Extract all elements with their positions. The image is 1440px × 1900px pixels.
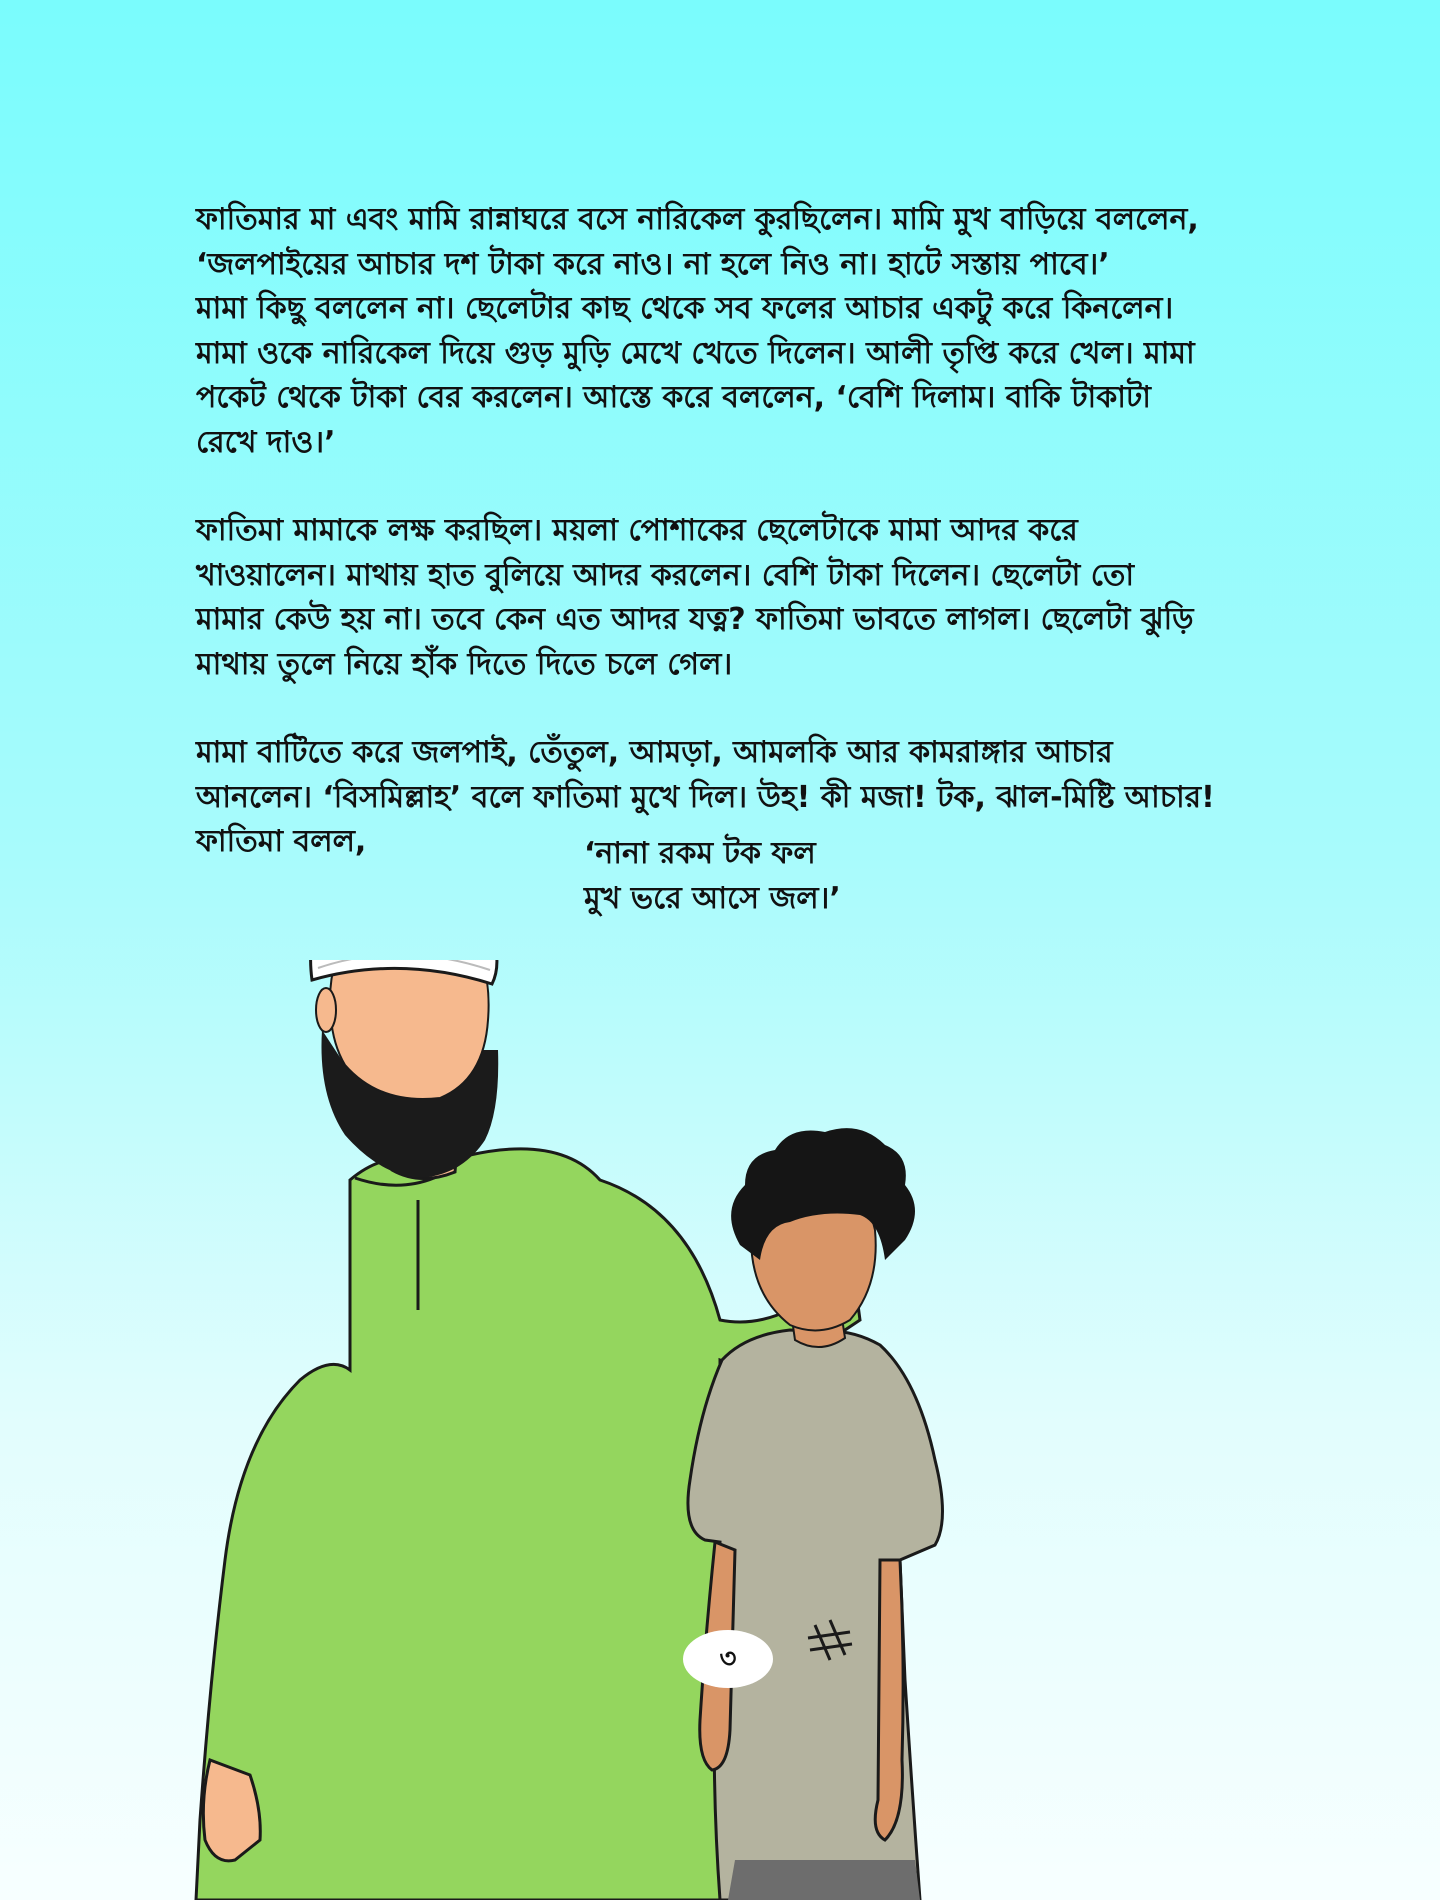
- poem: [584, 832, 841, 921]
- text-line: মামা ওকে নারিকেল দিয়ে গুড় মুড়ি মেখে খেতে দিলেন। আলী তৃপ্তি করে খেল। মামা: [196, 335, 1195, 371]
- text-line: ফাতিমার মা এবং মামি রান্নাঘরে বসে নারিকেল কুরছিলেন। মামি মুখ বাড়িয়ে বললেন,: [196, 202, 1199, 237]
- text-line: মাথায় তুলে নিয়ে হাঁক দিতে দিতে চলে গেল।: [196, 646, 733, 682]
- text-line: ফাতিমা মামাকে লক্ষ করছিল। ময়লা পোশাকের ছেলেটাকে মামা আদর করে: [196, 513, 1078, 548]
- illustration: [0, 960, 1440, 1900]
- text-line: ফাতিমা বলল,: [196, 824, 367, 859]
- paragraph-2: [196, 509, 1252, 687]
- text-line: রেখে দাও।’: [196, 424, 336, 460]
- boy-pants: [728, 1860, 920, 1900]
- boy-right-arm: [875, 1560, 903, 1840]
- poem-line: ‘নানা রকম টক ফল: [584, 836, 816, 871]
- boy-figure: [688, 1128, 943, 1900]
- text-line: মামা বাটিতে করে জলপাই, তেঁতুল, আমড়া, আমলকি আর কামরাঙ্গার আচার: [196, 735, 1113, 770]
- text-line: আনলেন। ‘বিসমিল্লাহ’ বলে ফাতিমা মুখে দিল। উহ! কী মজা! টক, ঝাল-মিষ্টি আচার!: [196, 779, 1215, 815]
- text-line: মামা কিছু বললেন না। ছেলেটার কাছ থেকে সব ফলের আচার একটু করে কিনলেন।: [196, 291, 1174, 326]
- paragraph-1: [196, 198, 1252, 465]
- poem-line: মুখ ভরে আসে জল।’: [584, 880, 841, 916]
- story-text: [196, 198, 1252, 909]
- text-line: মামার কেউ হয় না। তবে কেন এত আদর যত্ন? ফাতিমা ভাবতে লাগল। ছেলেটা ঝুড়ি: [196, 602, 1194, 637]
- text-line: খাওয়ালেন। মাথায় হাত বুলিয়ে আদর করলেন। বেশি টাকা দিলেন। ছেলেটা তো: [196, 557, 1135, 593]
- page-number: ৩: [683, 1630, 773, 1688]
- man-ear: [316, 988, 336, 1032]
- text-line: ‘জলপাইয়ের আচার দশ টাকা করে নাও। না হলে নিও না। হাটে সস্তায় পাবে।’: [196, 246, 1110, 282]
- text-line: পকেট থেকে টাকা বের করলেন। আস্তে করে বললেন, ‘বেশি দিলাম। বাকি টাকাটা: [196, 380, 1151, 415]
